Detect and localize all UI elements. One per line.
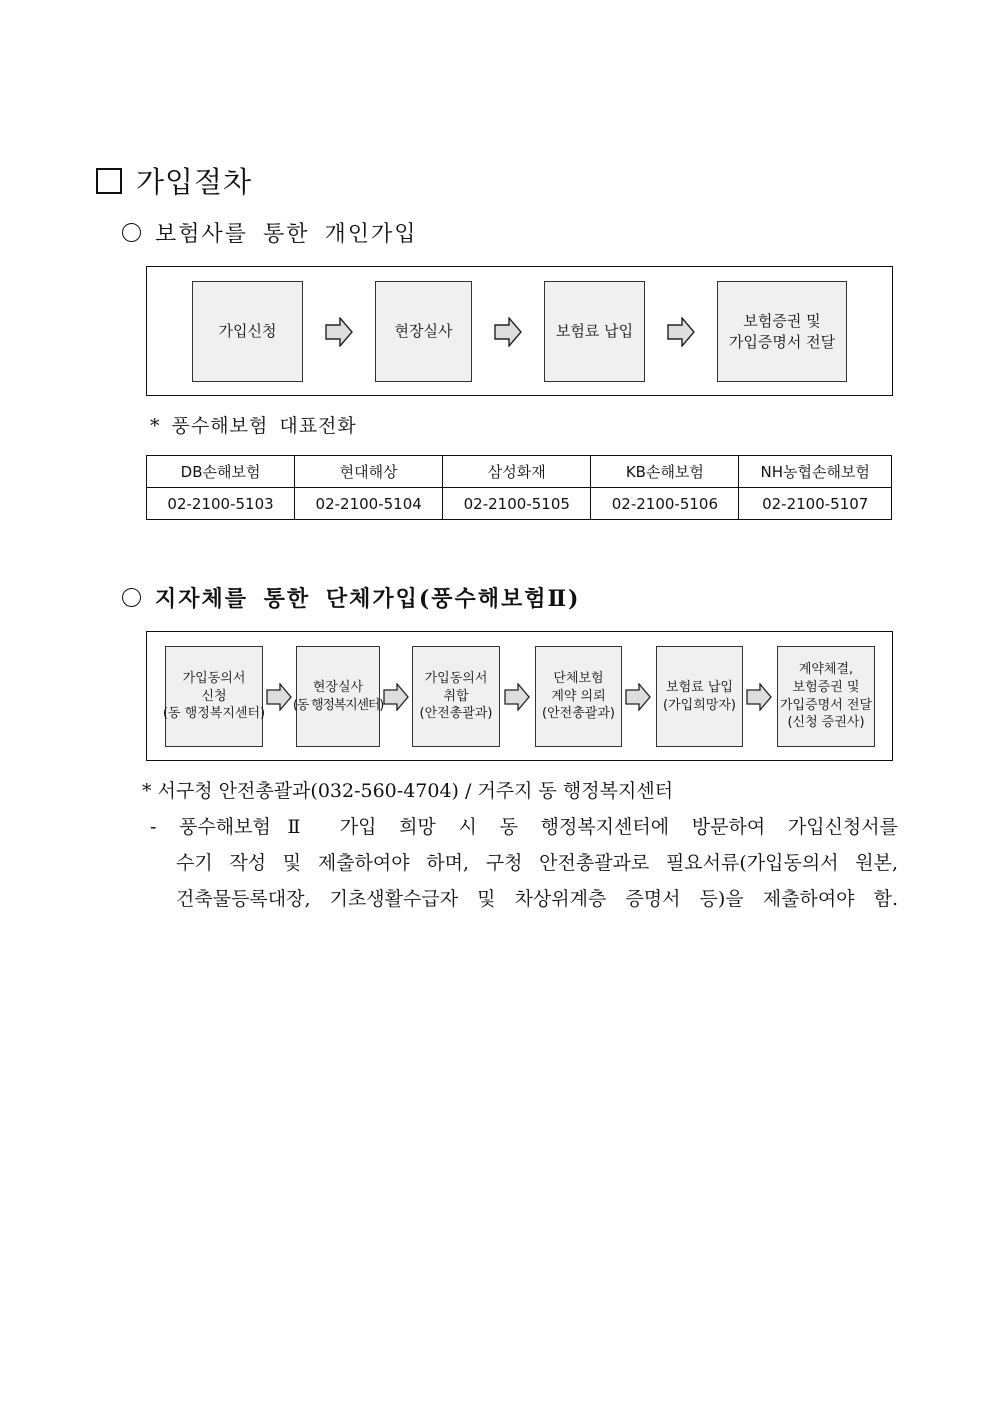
group-step-payment	[656, 646, 743, 747]
insurer-name: 현대해상	[295, 456, 443, 488]
step-label: (가입희망자)	[663, 697, 736, 713]
step-label: 가입증명서 전달	[779, 697, 873, 713]
phone-note: * 풍수해보험 대표전화	[150, 415, 357, 437]
right-arrow-icon	[746, 683, 772, 711]
phone-number: 02-2100-5107	[739, 488, 892, 520]
insurer-name: NH농협손해보험	[739, 456, 892, 488]
step-label: (안전총괄과)	[542, 706, 615, 722]
step-label: 보험증권 및	[743, 312, 821, 331]
group-step-contract-certificate	[777, 646, 875, 747]
group-step-inspection	[292, 646, 384, 747]
checkbox-square-icon	[96, 168, 122, 194]
phone-number: 02-2100-5103	[147, 488, 295, 520]
step-label: 현장실사	[394, 322, 453, 341]
insurer-name: KB손해보험	[591, 456, 739, 488]
step-label: (안전총괄과)	[419, 706, 493, 722]
step-label: 계약 의뢰	[551, 688, 606, 704]
step-label: 가입신청	[218, 322, 277, 341]
right-arrow-icon	[625, 683, 651, 711]
group-heading-text: 지자체를 통한 단체가입(풍수해보험Ⅱ)	[155, 586, 581, 612]
step-label: (동 행정복지센터)	[162, 706, 266, 722]
step-label: 계약체결,	[798, 662, 854, 678]
description-line: - 풍수해보험Ⅱ 가입 희망 시 동 행정복지센터에 방문하여 가입신청서를	[150, 816, 898, 838]
step-label: 단체보험	[553, 671, 604, 687]
individual-step-inspection	[375, 281, 472, 382]
individual-heading	[122, 217, 418, 248]
individual-step-apply	[192, 281, 303, 382]
description-line: 건축물등록대장, 기초생활수급자 및 차상위계층 증명서 등)을 제출하여야 함.	[176, 888, 898, 910]
right-arrow-icon	[325, 317, 353, 347]
group-step-consent-application	[162, 646, 266, 747]
phone-number: 02-2100-5104	[295, 488, 443, 520]
insurer-name: DB손해보험	[147, 456, 295, 488]
step-label: 보험증권 및	[792, 679, 860, 695]
section-header	[96, 160, 252, 201]
individual-flow	[146, 266, 893, 396]
step-label: 가입증명서 전달	[728, 332, 836, 351]
step-label: 취합	[443, 688, 469, 704]
section-title: 가입절차	[136, 165, 253, 199]
step-label: 신청	[201, 688, 227, 704]
group-step-contract-request	[535, 646, 622, 747]
phone-number: 02-2100-5106	[591, 488, 739, 520]
step-label: (동 행정복지센터)	[292, 697, 384, 713]
individual-heading-text: 보험사를 통한 개인가입	[155, 222, 418, 247]
step-label: 보험료 납입	[555, 322, 634, 341]
step-label: 현장실사	[312, 679, 364, 695]
individual-step-payment	[544, 281, 645, 382]
step-label: (신청 증권사)	[787, 715, 865, 731]
right-arrow-icon	[266, 683, 292, 711]
phone-table	[146, 455, 892, 520]
step-label: 가입동의서	[182, 671, 246, 687]
phone-table-header-row	[147, 456, 892, 488]
individual-step-certificate	[717, 281, 847, 382]
description-line: 수기 작성 및 제출하여야 하며, 구청 안전총괄과로 필요서류(가입동의서 원본,	[176, 852, 898, 874]
phone-number: 02-2100-5105	[443, 488, 591, 520]
group-heading	[122, 582, 580, 613]
contact-note: * 서구청 안전총괄과(032-560-4704) / 거주지 동 행정복지센터	[142, 780, 674, 802]
circle-bullet-icon	[122, 588, 141, 607]
phone-table-number-row	[147, 488, 892, 520]
group-notes	[142, 773, 898, 917]
step-label: 보험료 납입	[666, 679, 733, 695]
right-arrow-icon	[383, 683, 409, 711]
right-arrow-icon	[494, 317, 522, 347]
right-arrow-icon	[504, 683, 530, 711]
group-step-consent-collection	[412, 646, 500, 747]
group-flow	[146, 631, 893, 761]
insurer-name: 삼성화재	[443, 456, 591, 488]
circle-bullet-icon	[122, 223, 141, 242]
step-label: 가입동의서	[424, 671, 488, 687]
right-arrow-icon	[667, 317, 695, 347]
